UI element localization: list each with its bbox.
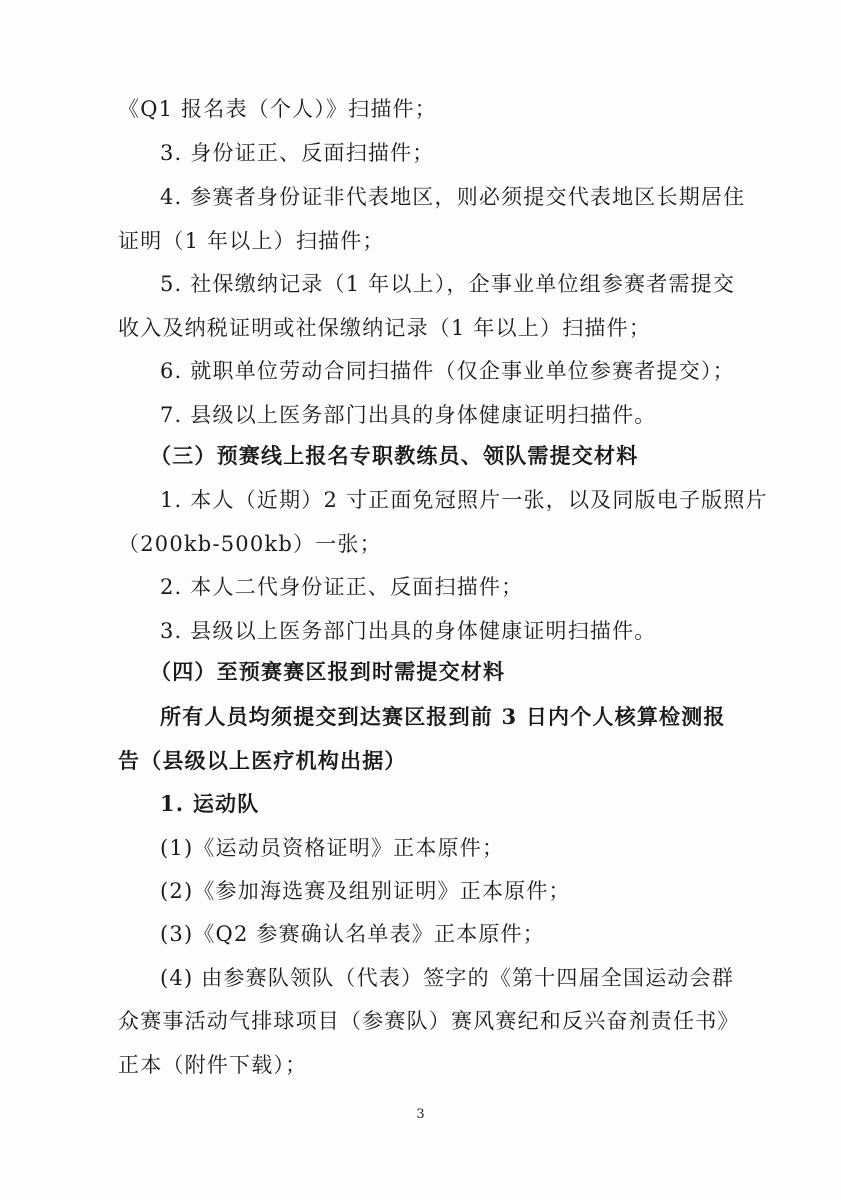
text-line: 正本（附件下载）； bbox=[118, 1053, 308, 1077]
text-line: (3)《Q2 参赛确认名单表》正本原件； bbox=[160, 922, 545, 946]
text-line: 3. 县级以上医务部门出具的身体健康证明扫描件。 bbox=[160, 619, 657, 643]
text-line: 2. 本人二代身份证正、反面扫描件； bbox=[160, 575, 524, 599]
text-line: 《Q1 报名表（个人）》扫描件； bbox=[118, 97, 437, 121]
text-line: 3. 身份证正、反面扫描件； bbox=[160, 141, 435, 165]
text-line: 4. 参赛者身份证非代表地区，则必须提交代表地区长期居住 bbox=[160, 185, 746, 209]
page-number: 3 bbox=[416, 1107, 425, 1122]
text-line: 证明（1 年以上）扫描件； bbox=[118, 229, 385, 253]
text-line: 1. 本人（近期）2 寸正面免冠照片一张，以及同版电子版照片 bbox=[160, 488, 768, 512]
text-line: 6. 就职单位劳动合同扫描件（仅企事业单位参赛者提交）； bbox=[160, 359, 735, 383]
text-line: 收入及纳税证明或社保缴纳记录（1 年以上）扫描件； bbox=[118, 316, 652, 340]
text-line: 所有人员均须提交到达赛区报到前 3 日内个人核算检测报 bbox=[160, 704, 726, 729]
text-line: (1)《运动员资格证明》正本原件； bbox=[160, 836, 505, 860]
text-line: 1. 运动队 bbox=[160, 791, 260, 816]
text-line: 5. 社保缴纳记录（1 年以上），企事业单位组参赛者需提交 bbox=[160, 272, 736, 296]
section-heading: （四）至预赛赛区报到时需提交材料 bbox=[150, 659, 506, 684]
text-line: （200kb-500kb）一张； bbox=[118, 532, 382, 556]
text-line: 7. 县级以上医务部门出具的身体健康证明扫描件。 bbox=[160, 403, 657, 427]
text-line: 众赛事活动气排球项目（参赛队）赛风赛纪和反兴奋剂责任书》 bbox=[118, 1009, 740, 1033]
section-heading: （三）预赛线上报名专职教练员、领队需提交材料 bbox=[150, 443, 639, 468]
text-line: (2)《参加海选赛及组别证明》正本原件； bbox=[160, 879, 571, 903]
text-line: (4) 由参赛队领队（代表）签字的《第十四届全国运动会群 bbox=[160, 966, 735, 990]
text-line: 告（县级以上医疗机构出据） bbox=[118, 748, 407, 773]
